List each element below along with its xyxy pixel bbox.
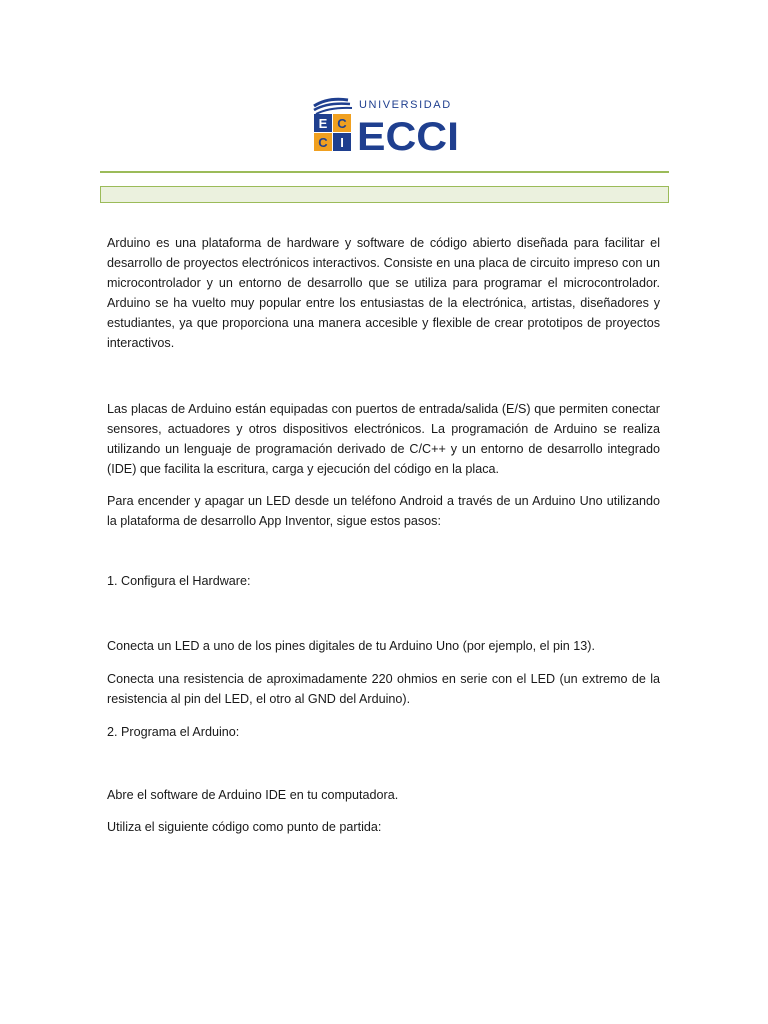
logo-tile-c1-letter: C <box>337 116 347 131</box>
logo-tile-e-letter: E <box>318 116 328 131</box>
logo-tile-c2-letter: C <box>318 135 328 150</box>
paragraph-code-start: Utiliza el siguiente código como punto de partida: <box>107 820 382 834</box>
paragraph-open-ide: Abre el software de Arduino IDE en tu computadora. <box>107 788 399 802</box>
logo-wordmark-top: UNIVERSIDAD <box>359 99 452 111</box>
logo-wordmark-main: ECCI <box>357 115 459 154</box>
step-heading-1: 1. Configura el Hardware: <box>107 574 251 588</box>
header-rule <box>100 171 669 173</box>
header-band <box>100 186 669 203</box>
paragraph-led: Conecta un LED a uno de los pines digitales de tu Arduino Uno (por ejemplo, el pin 13). <box>107 639 595 653</box>
paragraph-resistor: Conecta una resistencia de aproximadamente 220 ohmios en serie con el LED (un extremo de la resistencia al pin del LED, el otro al GND del Arduino). <box>107 672 660 706</box>
document-body <box>107 233 660 837</box>
paragraph-io: Las placas de Arduino están equipadas con puertos de entrada/salida (E/S) que permiten conectar sensores, actuadores y otros dispositivos electrónicos. La programación de Arduino se realiza utilizando un lenguaje de programación derivado de C/C++ y un entorno de desarrollo integrado (IDE) que facilita la escritura, carga y ejecución del código en la placa. <box>107 402 660 476</box>
logo-swoosh-icon <box>314 99 352 114</box>
logo-tile-i-letter: I <box>340 135 344 150</box>
paragraph-intro: Arduino es una plataforma de hardware y software de código abierto diseñada para facilitar el desarrollo de proyectos electrónicos interactivos. Consiste en una placa de circuito impreso con un microcontrolador y un entorno de desarrollo que se utiliza para programar el microcontrolador. Arduino se ha vuelto muy popular entre los entusiastas de la electrónica, artistas, diseñadores y estudiantes, ya que proporciona una manera accesible y flexible de crear prototipos de proyectos interactivos. <box>107 236 660 350</box>
university-logo <box>312 96 462 154</box>
paragraph-steps-intro: Para encender y apagar un LED desde un teléfono Android a través de un Arduino Uno utilizando la plataforma de desarrollo App Inventor, sigue estos pasos: <box>107 494 660 528</box>
step-heading-2: 2. Programa el Arduino: <box>107 725 240 739</box>
